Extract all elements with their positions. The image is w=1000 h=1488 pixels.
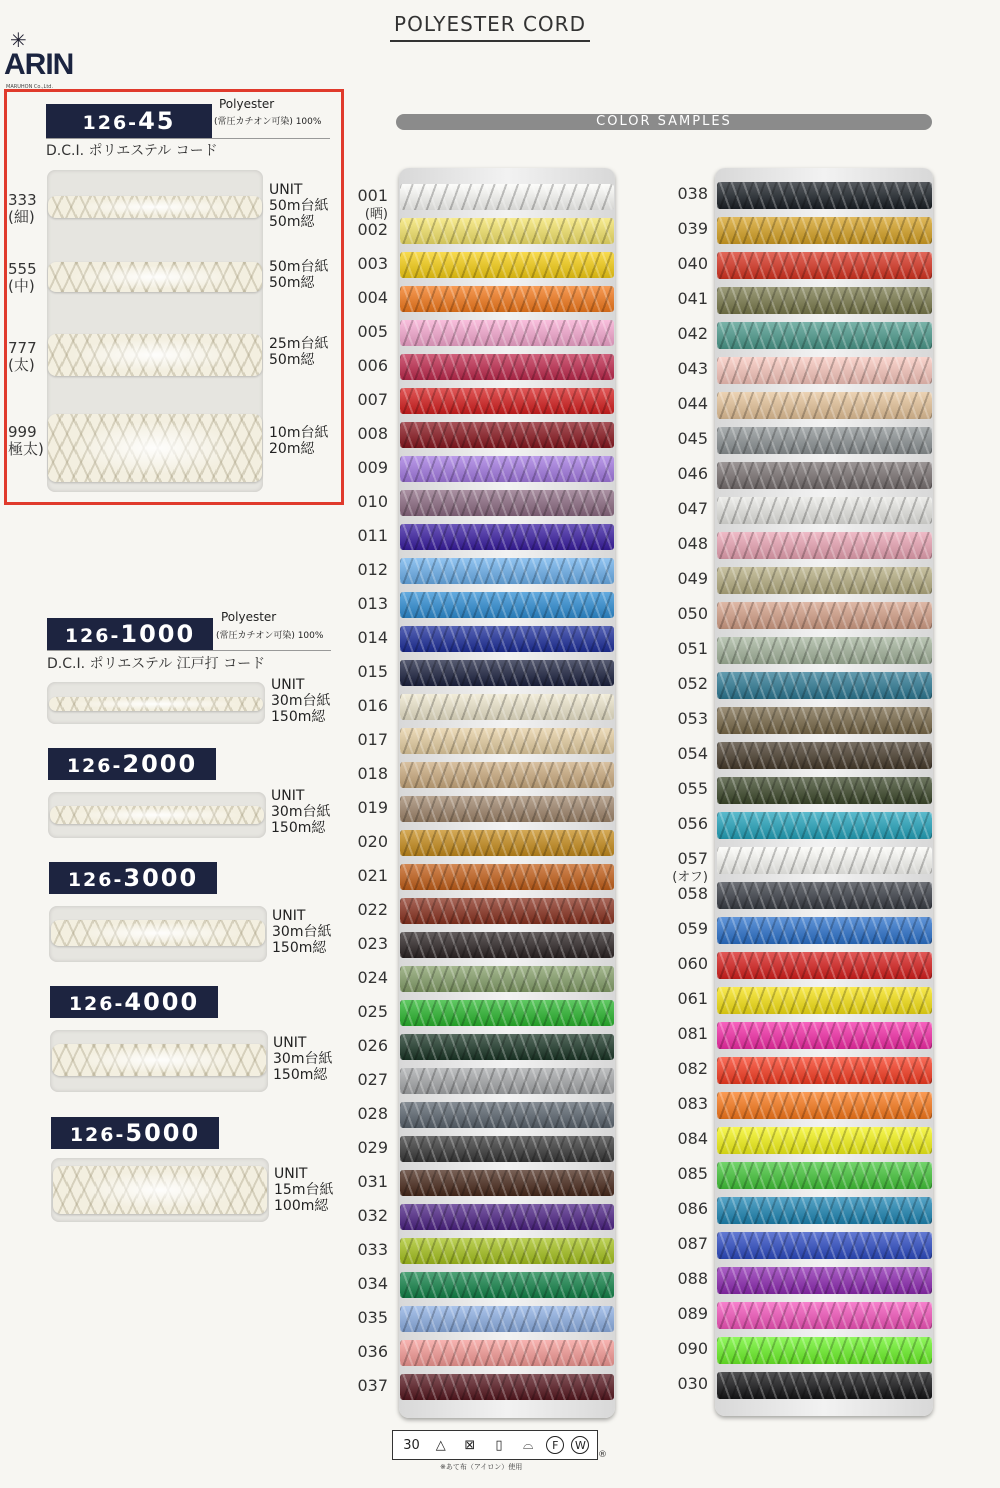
- color-swatch-028: [400, 1102, 614, 1128]
- product-code-chip: [46, 104, 212, 138]
- unit-line: 10m台紙: [269, 425, 329, 441]
- color-swatch-041: [717, 287, 932, 314]
- color-swatch-018: [400, 762, 614, 788]
- color-number-039: 039: [677, 219, 708, 238]
- color-swatch-023: [400, 932, 614, 958]
- color-swatch-085: [717, 1162, 932, 1189]
- star-icon: ✳: [10, 28, 27, 52]
- unit-info-3000: [272, 908, 331, 956]
- color-number-031: 031: [357, 1172, 388, 1191]
- color-number-030: 030: [677, 1374, 708, 1393]
- color-number-082: 082: [677, 1059, 708, 1078]
- color-swatch-087: [717, 1232, 932, 1259]
- product-code-suffix: 5000: [125, 1119, 201, 1147]
- product-code-chip: [49, 862, 217, 894]
- color-swatch-010: [400, 490, 614, 516]
- care-note: ※あて布（アイロン）使用: [440, 1463, 523, 1471]
- color-number-038: 038: [677, 184, 708, 203]
- color-number-032: 032: [357, 1206, 388, 1225]
- color-swatch-061: [717, 987, 932, 1014]
- unit-line: 50m綛: [269, 275, 315, 291]
- size-name: 極太): [8, 440, 44, 458]
- wet-clean-w-icon: W: [571, 1436, 589, 1454]
- color-number-089: 089: [677, 1304, 708, 1323]
- color-number-028: 028: [357, 1104, 388, 1123]
- size-333: [8, 192, 37, 226]
- product-code-suffix: 3000: [123, 864, 199, 892]
- color-swatch-051: [717, 637, 932, 664]
- cord-sample-4000: [52, 1044, 266, 1076]
- color-swatch-046: [717, 462, 932, 489]
- iron-icon: ⌓: [522, 1437, 534, 1453]
- color-swatch-024: [400, 966, 614, 992]
- color-swatch-088: [717, 1267, 932, 1294]
- color-number-036: 036: [357, 1342, 388, 1361]
- unit-info-333: [269, 182, 328, 230]
- size-777: [8, 340, 37, 374]
- color-number-088: 088: [677, 1269, 708, 1288]
- unit-line: 50m台紙: [269, 198, 329, 214]
- color-number-059: 059: [677, 919, 708, 938]
- product-code-prefix: 126-: [82, 112, 139, 134]
- unit-line: 25m台紙: [269, 336, 329, 352]
- color-number-015: 015: [357, 662, 388, 681]
- color-number-047: 047: [677, 499, 708, 518]
- color-swatch-029: [400, 1136, 614, 1162]
- product-code-prefix: 126-: [66, 755, 123, 777]
- color-swatch-022: [400, 898, 614, 924]
- color-swatch-047: [717, 497, 932, 524]
- color-number-084: 084: [677, 1129, 708, 1148]
- unit-line: 30m台紙: [271, 693, 331, 709]
- color-number-021: 021: [357, 866, 388, 885]
- product-description: D.C.I. ポリエステル コード: [46, 143, 218, 159]
- color-swatch-005: [400, 320, 614, 346]
- size-name: (中): [8, 277, 35, 295]
- cord-sample-3000: [51, 920, 265, 946]
- color-number-087: 087: [677, 1234, 708, 1253]
- color-swatch-037: [400, 1374, 614, 1400]
- color-number-013: 013: [357, 594, 388, 613]
- unit-title: UNIT: [274, 1166, 308, 1182]
- color-swatch-090: [717, 1337, 932, 1364]
- size-code: 555: [8, 260, 37, 278]
- unit-info-777: [269, 336, 328, 368]
- color-number-046: 046: [677, 464, 708, 483]
- color-swatch-009: [400, 456, 614, 482]
- product-code-chip: [48, 748, 216, 780]
- color-number-056: 056: [677, 814, 708, 833]
- color-swatch-056: [717, 812, 932, 839]
- color-number-004: 004: [357, 288, 388, 307]
- dry-clean-f-icon: F: [546, 1436, 564, 1454]
- product-code-chip: [51, 1117, 219, 1149]
- color-swatch-089: [717, 1302, 932, 1329]
- unit-line: 150m綛: [273, 1067, 328, 1083]
- color-number-003: 003: [357, 254, 388, 273]
- size-999: [8, 424, 44, 458]
- color-swatch-081: [717, 1022, 932, 1049]
- color-swatch-060: [717, 952, 932, 979]
- color-swatch-013: [400, 592, 614, 618]
- color-swatch-008: [400, 422, 614, 448]
- color-swatch-030: [717, 1372, 932, 1399]
- color-swatch-015: [400, 660, 614, 686]
- unit-line: 20m綛: [269, 441, 315, 457]
- size-code: 777: [8, 339, 37, 357]
- unit-info-1000: [271, 677, 330, 725]
- product-code-chip: [47, 618, 213, 650]
- product-code-suffix: 1000: [120, 620, 196, 648]
- color-swatch-048: [717, 532, 932, 559]
- color-number-035: 035: [357, 1308, 388, 1327]
- color-swatch-045: [717, 427, 932, 454]
- color-number-001: 001 (晒): [357, 186, 388, 222]
- color-swatch-044: [717, 392, 932, 419]
- color-number-053: 053: [677, 709, 708, 728]
- product-code-suffix: 45: [138, 107, 176, 135]
- page-title: POLYESTER CORD: [390, 12, 590, 42]
- color-number-051: 051: [677, 639, 708, 658]
- color-number-090: 090: [677, 1339, 708, 1358]
- product-code-suffix: 2000: [122, 750, 198, 778]
- brand-subtitle: MARUHON Co.,Ltd.: [6, 84, 54, 90]
- unit-title: UNIT: [272, 908, 306, 924]
- color-swatch-021: [400, 864, 614, 890]
- brand-name: ARIN: [4, 48, 74, 81]
- color-swatch-057: [717, 847, 932, 874]
- unit-line: 150m綛: [272, 940, 327, 956]
- registered-mark: ®: [598, 1450, 607, 1460]
- cord-sample-333: [48, 196, 262, 218]
- color-swatch-084: [717, 1127, 932, 1154]
- care-symbols: [392, 1430, 598, 1460]
- color-number-024: 024: [357, 968, 388, 987]
- color-number-049: 049: [677, 569, 708, 588]
- color-number-044: 044: [677, 394, 708, 413]
- color-swatch-052: [717, 672, 932, 699]
- material-sub-label: (常圧カチオン可染) 100%: [214, 117, 322, 127]
- color-swatch-019: [400, 796, 614, 822]
- color-number-005: 005: [357, 322, 388, 341]
- color-swatch-043: [717, 357, 932, 384]
- color-number-041: 041: [677, 289, 708, 308]
- unit-line: 50m台紙: [269, 259, 329, 275]
- color-number-034: 034: [357, 1274, 388, 1293]
- color-swatch-011: [400, 524, 614, 550]
- color-swatch-033: [400, 1238, 614, 1264]
- unit-info-5000: [274, 1166, 333, 1214]
- unit-info-999: [269, 425, 328, 457]
- unit-line: 30m台紙: [273, 1051, 333, 1067]
- unit-title: UNIT: [269, 182, 303, 198]
- color-number-026: 026: [357, 1036, 388, 1055]
- color-swatch-001: [400, 184, 614, 210]
- unit-line: 150m綛: [271, 709, 326, 725]
- product-code-prefix: 126-: [67, 869, 124, 891]
- color-swatch-050: [717, 602, 932, 629]
- color-swatch-059: [717, 917, 932, 944]
- color-number-040: 040: [677, 254, 708, 273]
- color-number-010: 010: [357, 492, 388, 511]
- unit-line: 15m台紙: [274, 1182, 334, 1198]
- color-number-060: 060: [677, 954, 708, 973]
- color-swatch-003: [400, 252, 614, 278]
- color-number-043: 043: [677, 359, 708, 378]
- color-swatch-002: [400, 218, 614, 244]
- color-number-027: 027: [357, 1070, 388, 1089]
- color-number-020: 020: [357, 832, 388, 851]
- size-name: (太): [8, 356, 35, 374]
- color-swatch-031: [400, 1170, 614, 1196]
- cord-sample-555: [48, 262, 262, 292]
- brand-logo: [4, 28, 74, 90]
- color-number-054: 054: [677, 744, 708, 763]
- unit-title: UNIT: [271, 788, 305, 804]
- product-code-prefix: 126-: [69, 1124, 126, 1146]
- material-label: Polyester: [219, 97, 275, 111]
- color-swatch-040: [717, 252, 932, 279]
- cord-sample-999: [48, 414, 262, 482]
- color-swatch-058: [717, 882, 932, 909]
- color-number-085: 085: [677, 1164, 708, 1183]
- color-number-058: 058: [677, 884, 708, 903]
- color-number-045: 045: [677, 429, 708, 448]
- color-number-007: 007: [357, 390, 388, 409]
- product-code-chip: [50, 986, 218, 1018]
- color-swatch-054: [717, 742, 932, 769]
- color-number-011: 011: [357, 526, 388, 545]
- size-555: [8, 261, 37, 295]
- cord-sample-777: [48, 334, 262, 376]
- wash-30-icon: 30: [403, 1437, 420, 1453]
- color-swatch-012: [400, 558, 614, 584]
- color-number-061: 061: [677, 989, 708, 1008]
- cord-sample-1000: [49, 697, 263, 711]
- unit-info-555: [269, 259, 328, 291]
- color-number-023: 023: [357, 934, 388, 953]
- color-number-008: 008: [357, 424, 388, 443]
- color-number-002: 002: [357, 220, 388, 239]
- color-swatch-049: [717, 567, 932, 594]
- size-code: 333: [8, 191, 37, 209]
- color-number-055: 055: [677, 779, 708, 798]
- product-code-prefix: 126-: [68, 993, 125, 1015]
- color-swatch-007: [400, 388, 614, 414]
- unit-info-2000: [271, 788, 330, 836]
- color-number-050: 050: [677, 604, 708, 623]
- color-number-014: 014: [357, 628, 388, 647]
- color-swatch-026: [400, 1034, 614, 1060]
- line-dry-icon: ▯: [495, 1437, 503, 1453]
- color-number-029: 029: [357, 1138, 388, 1157]
- color-swatch-082: [717, 1057, 932, 1084]
- color-number-037: 037: [357, 1376, 388, 1395]
- color-number-048: 048: [677, 534, 708, 553]
- color-number-006: 006: [357, 356, 388, 375]
- color-swatch-014: [400, 626, 614, 652]
- color-swatch-020: [400, 830, 614, 856]
- color-samples-header: COLOR SAMPLES: [396, 114, 932, 130]
- color-number-083: 083: [677, 1094, 708, 1113]
- unit-line: 50m綛: [269, 214, 315, 230]
- color-number-033: 033: [357, 1240, 388, 1259]
- size-code: 999: [8, 423, 37, 441]
- material-sub-label: (常圧カチオン可染) 100%: [216, 631, 324, 641]
- product-description: D.C.I. ポリエステル 江戸打 コード: [47, 656, 266, 672]
- color-swatch-006: [400, 354, 614, 380]
- color-number-081: 081: [677, 1024, 708, 1043]
- unit-line: 30m台紙: [271, 804, 331, 820]
- color-swatch-027: [400, 1068, 614, 1094]
- color-number-052: 052: [677, 674, 708, 693]
- divider: [46, 138, 330, 139]
- color-swatch-039: [717, 217, 932, 244]
- color-swatch-042: [717, 322, 932, 349]
- material-label: Polyester: [221, 610, 277, 624]
- color-number-022: 022: [357, 900, 388, 919]
- unit-line: 30m台紙: [272, 924, 332, 940]
- color-swatch-038: [717, 182, 932, 209]
- color-number-086: 086: [677, 1199, 708, 1218]
- size-name: (細): [8, 208, 35, 226]
- color-swatch-086: [717, 1197, 932, 1224]
- cord-sample-2000: [50, 806, 264, 824]
- unit-title: UNIT: [271, 677, 305, 693]
- color-swatch-034: [400, 1272, 614, 1298]
- cord-sample-5000: [53, 1166, 267, 1214]
- color-number-009: 009: [357, 458, 388, 477]
- color-swatch-025: [400, 1000, 614, 1026]
- color-number-019: 019: [357, 798, 388, 817]
- unit-line: 50m綛: [269, 352, 315, 368]
- color-swatch-053: [717, 707, 932, 734]
- color-number-012: 012: [357, 560, 388, 579]
- color-swatch-055: [717, 777, 932, 804]
- product-code-prefix: 126-: [64, 625, 121, 647]
- color-swatch-036: [400, 1340, 614, 1366]
- unit-line: 150m綛: [271, 820, 326, 836]
- unit-title: UNIT: [273, 1035, 307, 1051]
- color-swatch-032: [400, 1204, 614, 1230]
- color-swatch-017: [400, 728, 614, 754]
- bleach-icon: △: [435, 1437, 446, 1453]
- product-code-suffix: 4000: [124, 988, 200, 1016]
- divider: [47, 650, 331, 651]
- color-number-016: 016: [357, 696, 388, 715]
- unit-info-4000: [273, 1035, 332, 1083]
- color-swatch-004: [400, 286, 614, 312]
- color-swatch-016: [400, 694, 614, 720]
- unit-line: 100m綛: [274, 1198, 329, 1214]
- color-number-042: 042: [677, 324, 708, 343]
- color-number-017: 017: [357, 730, 388, 749]
- color-swatch-035: [400, 1306, 614, 1332]
- no-tumble-dry-icon: ⊠: [464, 1437, 476, 1453]
- color-swatch-083: [717, 1092, 932, 1119]
- color-number-025: 025: [357, 1002, 388, 1021]
- color-number-057: 057 (オフ): [672, 849, 708, 885]
- color-number-018: 018: [357, 764, 388, 783]
